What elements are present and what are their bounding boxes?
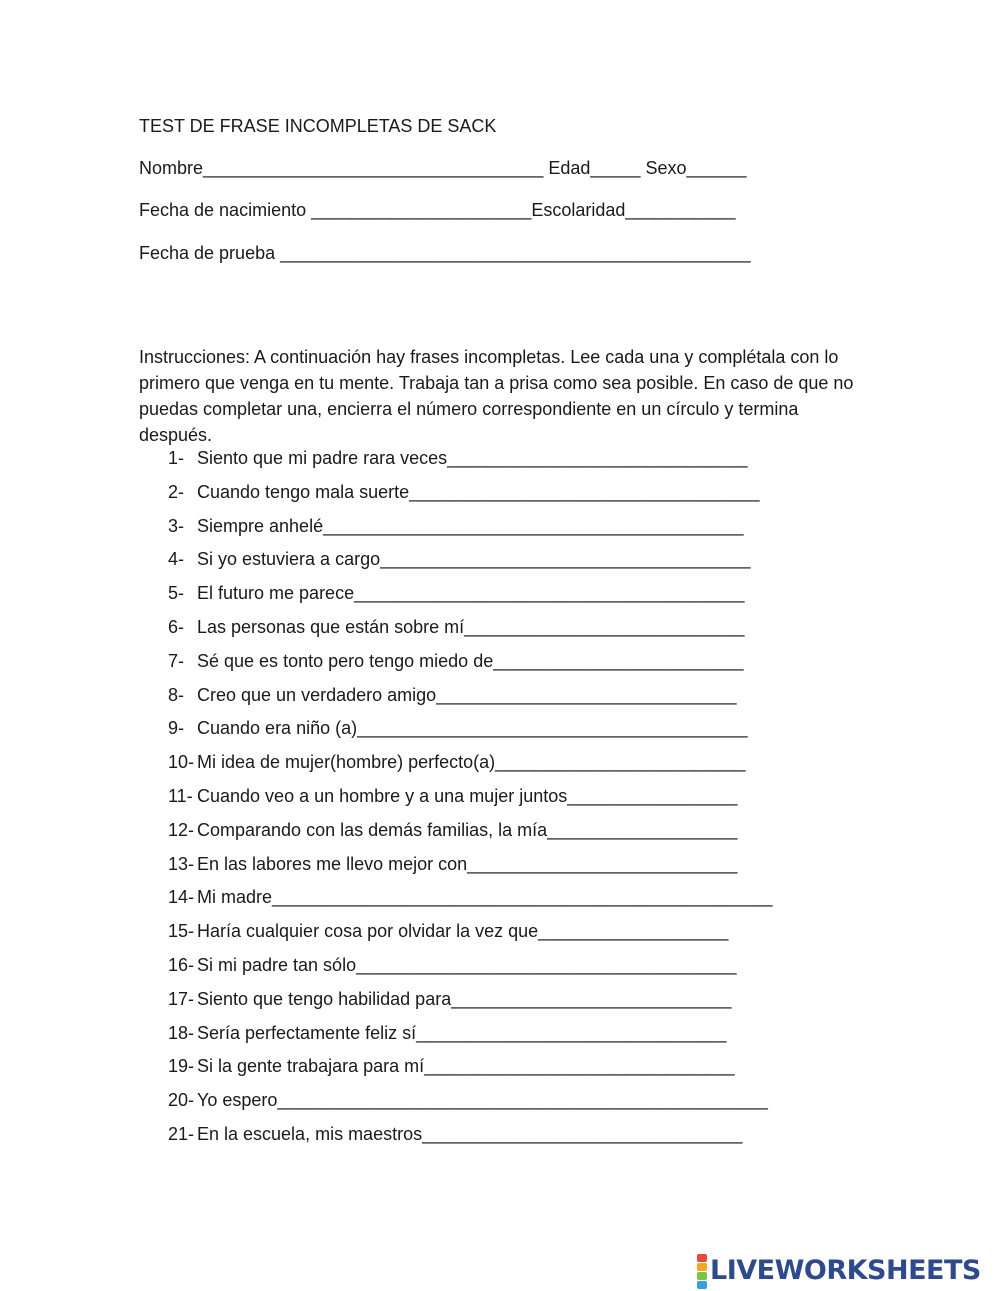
watermark-text: LIVEWORKSHEETS: [710, 1255, 981, 1286]
item-number: 8-: [168, 684, 185, 705]
logo-block: [697, 1272, 707, 1280]
item-text: Cuando tengo mala suerte___________________________________: [197, 481, 760, 502]
sentence-item: [168, 514, 773, 548]
item-number: 9-: [168, 718, 185, 739]
item-number: 3-: [168, 515, 185, 536]
sentence-item: [168, 547, 773, 581]
logo-block: [697, 1281, 707, 1289]
sentence-item: [168, 750, 773, 784]
logo-block: [697, 1263, 707, 1271]
item-text: Si la gente trabajara para mí_______________________________: [197, 1056, 735, 1077]
item-text: Si mi padre tan sólo______________________________________: [197, 954, 737, 975]
item-text: Mi madre__________________________________________________: [197, 887, 773, 908]
item-number: 10-: [168, 752, 195, 773]
sentence-item: [168, 446, 773, 480]
sentence-item: [168, 480, 773, 514]
item-number: 16-: [168, 954, 195, 975]
item-number: 17-: [168, 988, 195, 1009]
sentence-item: [168, 852, 773, 886]
name-age-sex-line: Nombre__________________________________ Edad_____ Sexo______: [139, 158, 747, 178]
item-text: Siento que tengo habilidad para____________________________: [197, 988, 732, 1009]
instructions-paragraph: Instrucciones: A continuación hay frases incompletas. Lee cada una y complétala con lo primero que venga en tu mente. Trabaja tan a prisa como sea posible. En caso de que no puedas completar una, encierra el número correspondiente en un círculo y termina después.: [139, 347, 854, 445]
item-number: 20-: [168, 1090, 195, 1111]
sentence-item: [168, 716, 773, 750]
logo-block: [697, 1254, 707, 1262]
item-text: Sé que es tonto pero tengo miedo de_________________________: [197, 650, 744, 671]
item-number: 1-: [168, 448, 185, 468]
test-date-line: Fecha de prueba _______________________________________________: [139, 243, 751, 263]
sentence-item: [168, 784, 773, 818]
sentence-item: [168, 683, 773, 717]
item-text: Comparando con las demás familias, la mía___________________: [197, 819, 738, 840]
item-text: En las labores me llevo mejor con___________________________: [197, 853, 738, 874]
item-text: Las personas que están sobre mí____________________________: [197, 616, 745, 637]
sentence-item: [168, 1088, 773, 1122]
sentence-item: [168, 615, 773, 649]
item-number: 7-: [168, 650, 185, 671]
sentence-item: [168, 581, 773, 615]
item-number: 19-: [168, 1056, 195, 1077]
item-text: Si yo estuviera a cargo_____________________________________: [197, 549, 751, 570]
item-number: 15-: [168, 921, 195, 942]
sentence-item: [168, 885, 773, 919]
item-text: El futuro me parece_______________________________________: [197, 583, 745, 604]
item-number: 13-: [168, 853, 195, 874]
sentence-item: [168, 987, 773, 1021]
item-text: Haría cualquier cosa por olvidar la vez que___________________: [197, 921, 729, 942]
sentence-item: [168, 818, 773, 852]
sentence-item: [168, 649, 773, 683]
item-number: 21-: [168, 1123, 195, 1144]
sentence-item: [168, 919, 773, 953]
item-text: Cuando veo a un hombre y a una mujer juntos_________________: [197, 785, 738, 806]
item-text: Cuando era niño (a)_______________________________________: [197, 718, 748, 739]
item-number: 14-: [168, 887, 195, 908]
item-text: Siempre anhelé__________________________________________: [197, 515, 744, 536]
item-text: Creo que un verdadero amigo______________________________: [197, 684, 737, 705]
item-text: En la escuela, mis maestros________________________________: [197, 1123, 743, 1144]
item-text: Siento que mi padre rara veces______________________________: [197, 448, 748, 468]
sentence-item: [168, 1054, 773, 1088]
item-number: 6-: [168, 616, 185, 637]
item-number: 18-: [168, 1022, 195, 1043]
sentence-item: [168, 1122, 773, 1156]
sentence-list: [168, 446, 773, 1156]
liveworksheets-watermark: [697, 1256, 981, 1286]
sentence-item: [168, 1021, 773, 1055]
item-number: 2-: [168, 481, 185, 502]
item-number: 12-: [168, 819, 195, 840]
sentence-item: [168, 953, 773, 987]
item-text: Sería perfectamente feliz sí_______________________________: [197, 1022, 727, 1043]
item-number: 11-: [168, 785, 193, 806]
item-text: Yo espero_________________________________________________: [197, 1090, 768, 1111]
liveworksheets-logo-icon: [697, 1254, 707, 1289]
item-number: 5-: [168, 583, 185, 604]
birthdate-schooling-line: Fecha de nacimiento ______________________Escolaridad___________: [139, 200, 736, 220]
item-text: Mi idea de mujer(hombre) perfecto(a)_________________________: [197, 752, 746, 773]
item-number: 4-: [168, 549, 185, 570]
document-title: TEST DE FRASE INCOMPLETAS DE SACK: [139, 116, 497, 136]
